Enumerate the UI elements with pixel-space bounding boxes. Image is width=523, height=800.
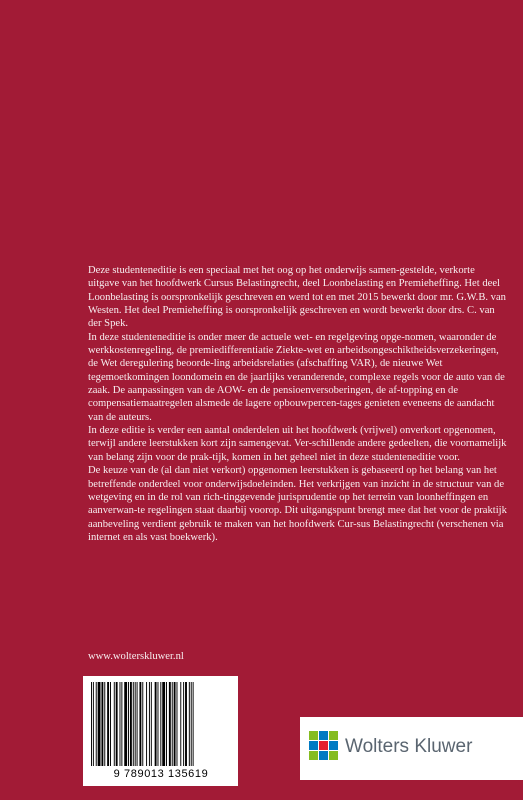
barcode-bar — [166, 682, 167, 766]
barcode-bar — [193, 682, 194, 766]
barcode-bar — [151, 682, 152, 766]
barcode-bar — [130, 682, 132, 766]
barcode-bar — [137, 682, 138, 766]
barcode-bar — [177, 682, 178, 766]
back-cover-blurb — [88, 264, 508, 544]
isbn-barcode — [83, 676, 238, 786]
barcode-bar — [155, 682, 157, 766]
barcode-bar — [133, 682, 134, 766]
blurb-paragraph-3: In deze editie is verder een aantal onderdelen uit het hoofdwerk (vrijwel) onverkort opgenomen, terwijl andere leerstukken kort zijn samengevat. Ver-schillende andere gedeelten, die voornamelijk van belang zijn voor de prak-tijk, komen in het geheel niet in deze studenteneditie voor. — [88, 425, 507, 463]
barcode-bar — [191, 682, 192, 766]
isbn-number: 9 789013 135619 — [113, 768, 209, 780]
barcode-bar — [169, 682, 171, 766]
barcode-bar — [128, 682, 129, 766]
barcode-bar — [124, 682, 127, 766]
barcode-bar — [172, 682, 173, 766]
barcode-bar — [180, 682, 181, 766]
publisher-url[interactable]: www.wolterskluwer.nl — [88, 651, 184, 662]
barcode-bar — [146, 682, 147, 766]
publisher-logo — [300, 717, 523, 780]
barcode-bar — [135, 682, 136, 766]
barcode-bar — [149, 682, 150, 766]
barcode-bar — [160, 682, 161, 766]
barcode-bar — [96, 682, 97, 766]
barcode-bar — [158, 682, 159, 766]
blurb-paragraph-2: In deze studenteneditie is onder meer de actuele wet- en regelgeving opge-nomen, waaronder de werkkostenregeling, de premiedifferentiatie Ziekte-wet en arbeidsongeschiktheidsverzekeringen, de Wet deregulering beoorde-ling arbeidsrelaties (afschaffing VAR), de nieuwe Wet tegemoetkomingen loondomein en de jaarlijks veranderende, complexe regels voor de auto van de zaak. De aanpassingen van de AOW- en de pensioenversoberingen, de af-topping en de compensatiemaatregelen alsmede de lagere opbouwpercen-tages genieten eveneens de aandacht van de auteurs. — [88, 331, 505, 423]
publisher-name: Wolters Kluwer — [345, 736, 473, 757]
barcode-bar — [183, 682, 184, 766]
barcode-bar — [104, 682, 105, 766]
barcode-bar — [107, 682, 109, 766]
barcode-bar — [110, 682, 111, 766]
blurb-paragraph-4: De keuze van de (al dan niet verkort) opgenomen leerstukken is gebaseerd op het belang van het betreffende onderdeel voor onderwijsdoeleinden. Het verkrijgen van inzicht in de structuur van de wetgeving en in de rol van rich-tinggevende jurisprudentie op het terrein van loonheffingen en aanverwan-te regelingen staat daarbij voorop. Dit uitgangspunt brengt mee dat het voor de praktijk aanbeveling verdient gebruik te maken van het hoofdwerk Cur-sus Belastingrecht (verschenen via internet en als vast boekwerk). — [88, 465, 507, 543]
barcode-bar — [121, 682, 122, 766]
barcode-bar — [98, 682, 101, 766]
barcode-bar — [139, 682, 141, 766]
wolters-kluwer-tiles-icon — [309, 731, 339, 761]
barcode-bar — [162, 682, 165, 766]
barcode-bar — [185, 682, 187, 766]
barcode-bar — [93, 682, 94, 766]
barcode-bars — [89, 682, 232, 766]
barcode-bar — [116, 682, 118, 766]
barcode-bar — [142, 682, 143, 766]
barcode-bar — [120, 682, 121, 766]
barcode-bar — [114, 682, 115, 766]
barcode-bar — [101, 682, 103, 766]
barcode-bar — [91, 682, 92, 766]
blurb-paragraph-1: Deze studenteneditie is een speciaal met het oog op het onderwijs samen-gestelde, verkorte uitgave van het hoofdwerk Cursus Belastingrecht, deel Loonbelasting en Premieheffing. Het deel Loonbelasting is oorspronkelijk geschreven en werd tot en met 2015 bewerkt door mr. G.W.B. van Westen. Het deel Premieheffing is oorspronkelijk geschreven en wordt bewerkt door drs. C. van der Spek. — [88, 265, 506, 330]
barcode-bar — [189, 682, 190, 766]
barcode-bar — [174, 682, 176, 766]
